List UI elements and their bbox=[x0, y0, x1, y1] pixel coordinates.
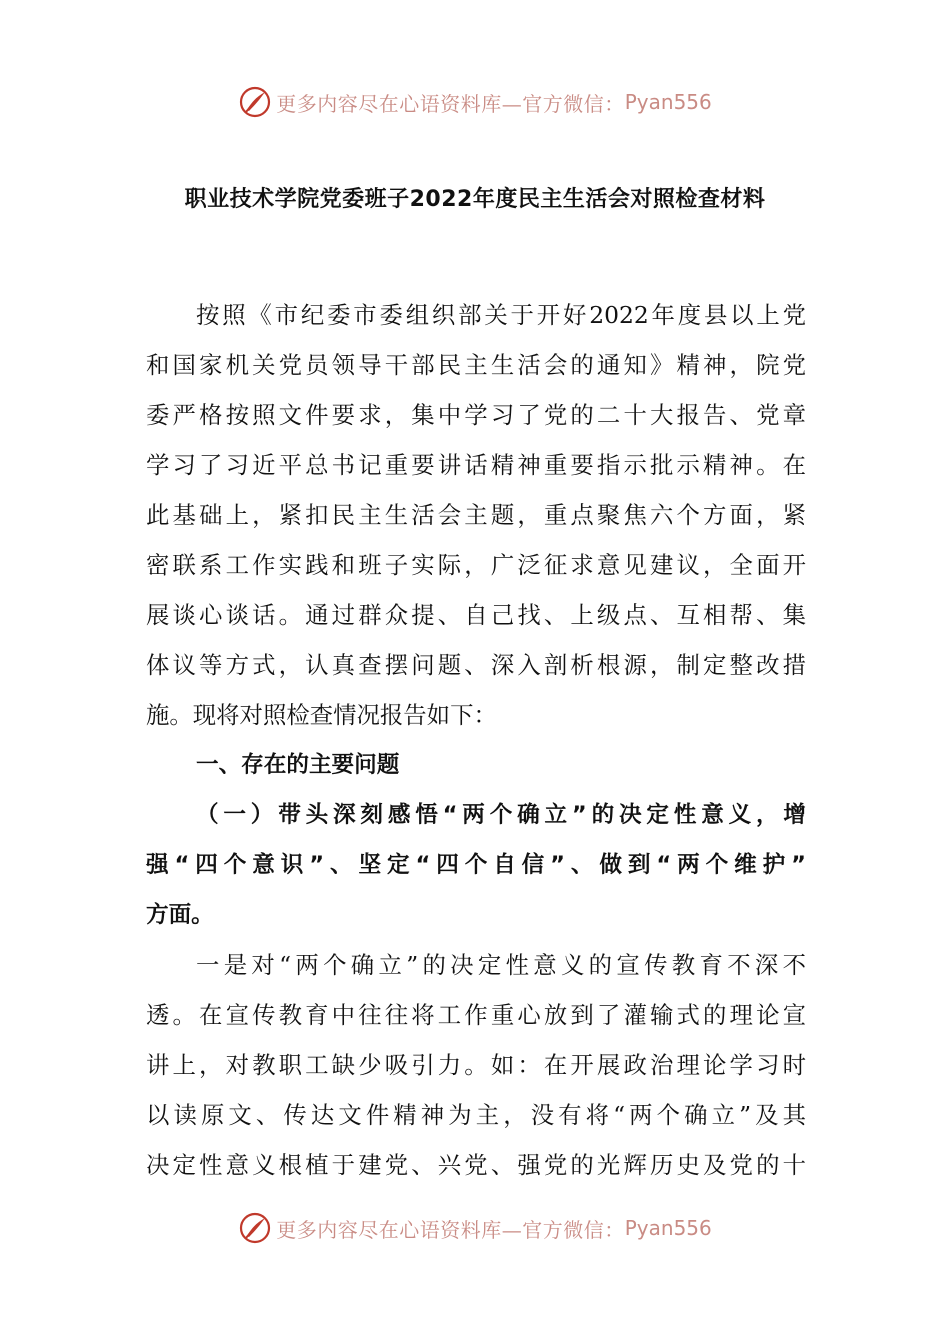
header-watermark-banner bbox=[0, 82, 950, 122]
subsection-heading-line: 强“四个意识”、坚定“四个自信”、做到“两个维护” bbox=[146, 852, 806, 878]
text-line: 此基础上，紧扣民主生活会主题，重点聚焦六个方面，紧 bbox=[146, 501, 806, 529]
text-line: 展谈心谈话。通过群众提、自己找、上级点、互相帮、集 bbox=[146, 601, 806, 629]
quill-logo-icon bbox=[238, 85, 272, 119]
text-line: 施。现将对照检查情况报告如下： bbox=[146, 701, 497, 729]
document-body bbox=[146, 290, 806, 1190]
text-line: 透。在宣传教育中往往将工作重心放到了灌输式的理论宣 bbox=[146, 1001, 806, 1029]
text-line: 讲上，对教职工缺少吸引力。如：在开展政治理论学习时 bbox=[146, 1051, 806, 1079]
text-line: 一是对“两个确立”的决定性意义的宣传教育不深不 bbox=[196, 951, 806, 979]
quill-logo-icon bbox=[238, 1211, 272, 1245]
watermark-wechat-id: Pyan556 bbox=[624, 1216, 712, 1240]
footer-watermark-banner bbox=[0, 1208, 950, 1248]
text-line: 体议等方式，认真查摆问题、深入剖析根源，制定整改措 bbox=[146, 651, 806, 679]
watermark-text: 更多内容尽在心语资料库—官方微信： bbox=[276, 1217, 625, 1242]
document-title: 职业技术学院党委班子2022年度民主生活会对照检查材料 bbox=[184, 187, 766, 212]
watermark-text: 更多内容尽在心语资料库—官方微信： bbox=[276, 91, 625, 116]
subsection-heading-line: 方面。 bbox=[146, 902, 214, 928]
section-heading: 一、存在的主要问题 bbox=[196, 752, 400, 778]
text-line: 决定性意义根植于建党、兴党、强党的光辉历史及党的十 bbox=[146, 1151, 806, 1179]
text-line: 委严格按照文件要求，集中学习了党的二十大报告、党章 bbox=[146, 401, 806, 429]
text-line: 按照《市纪委市委组织部关于开好2022年度县以上党 bbox=[196, 301, 806, 329]
text-line: 和国家机关党员领导干部民主生活会的通知》精神，院党 bbox=[146, 351, 806, 379]
text-line: 学习了习近平总书记重要讲话精神重要指示批示精神。在 bbox=[146, 451, 806, 479]
subsection-heading-line: （一）带头深刻感悟“两个确立”的决定性意义，增 bbox=[196, 802, 806, 828]
text-line: 以读原文、传达文件精神为主，没有将“两个确立”及其 bbox=[146, 1101, 806, 1129]
text-line: 密联系工作实践和班子实际，广泛征求意见建议，全面开 bbox=[146, 551, 806, 579]
watermark-wechat-id: Pyan556 bbox=[624, 90, 712, 114]
